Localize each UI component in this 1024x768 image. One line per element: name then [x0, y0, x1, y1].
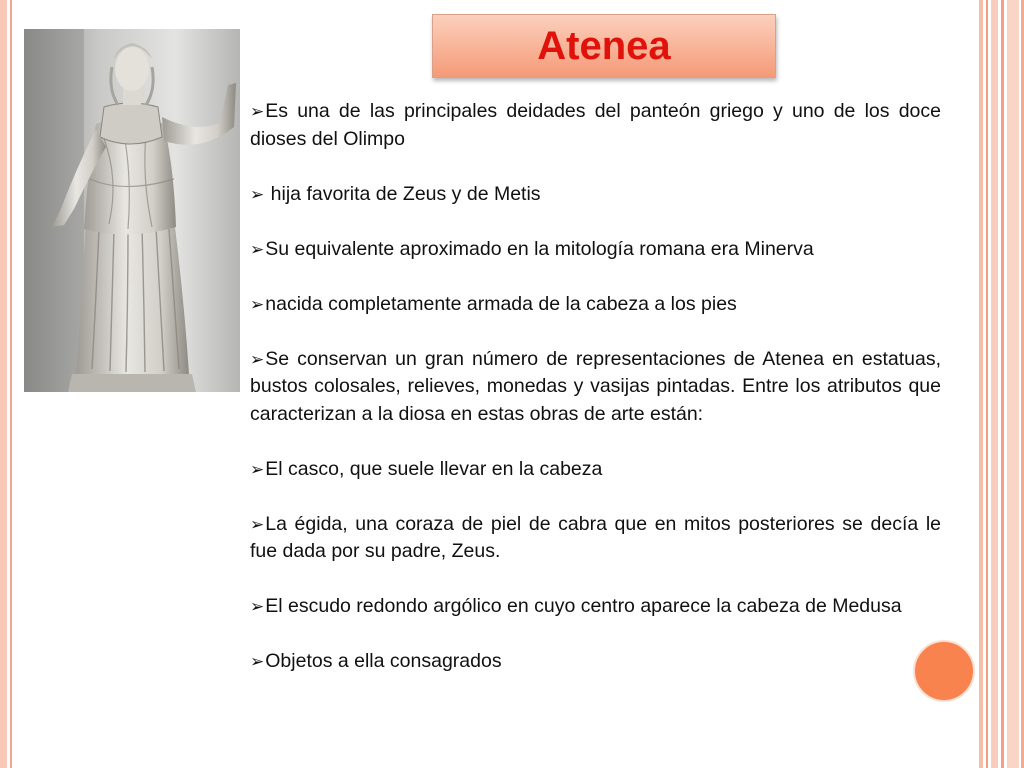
- arrow-bullet-icon: ➢: [250, 184, 265, 204]
- bullet-list: [250, 98, 941, 703]
- bullet-text: hija favorita de Zeus y de Metis: [265, 182, 541, 205]
- bullet-text: La égida, una coraza de piel de cabra que en mitos posteriores se decía le fue dada por su padre, Zeus.: [250, 512, 941, 562]
- bullet-item: [250, 593, 941, 621]
- slide-title: Atenea: [537, 23, 671, 68]
- bullet-text: Se conservan un gran número de representaciones de Atenea en estatuas, bustos colosales, relieves, monedas y vasijas pintadas. Entre los atributos que caracterizan a la diosa en estas obras de arte están:: [250, 347, 941, 425]
- right-decorative-stripe: [1007, 0, 1019, 768]
- title-box: [432, 14, 776, 78]
- bullet-item: [250, 648, 941, 676]
- bullet-item: [250, 511, 941, 566]
- bullet-item: [250, 236, 941, 264]
- bullet-text: Es una de las principales deidades del panteón griego y uno de los doce dioses del Olimpo: [250, 100, 941, 150]
- arrow-bullet-icon: ➢: [250, 652, 265, 671]
- bullet-item: [250, 456, 941, 484]
- left-decorative-line: [10, 0, 12, 768]
- right-decorative-stripe: [986, 0, 988, 768]
- bullet-item: [250, 346, 941, 429]
- left-decorative-stripe: [0, 0, 7, 768]
- arrow-bullet-icon: ➢: [250, 349, 265, 369]
- right-decorative-stripe: [991, 0, 998, 768]
- arrow-bullet-icon: ➢: [250, 514, 265, 534]
- bullet-text: El escudo redondo argólico en cuyo centro aparece la cabeza de Medusa: [265, 595, 902, 617]
- arrow-bullet-icon: ➢: [250, 459, 265, 479]
- bullet-text: Su equivalente aproximado en la mitología romana era Minerva: [265, 237, 814, 260]
- bullet-text: nacida completamente armada de la cabeza a los pies: [265, 292, 737, 315]
- arrow-bullet-icon: ➢: [250, 102, 265, 121]
- bullet-item: [250, 98, 941, 153]
- decorative-circle: [913, 640, 975, 702]
- arrow-bullet-icon: ➢: [250, 239, 265, 259]
- right-decorative-stripe: [979, 0, 983, 768]
- bullet-text: Objetos a ella consagrados: [265, 650, 502, 672]
- arrow-bullet-icon: ➢: [250, 597, 265, 616]
- right-decorative-stripe: [1001, 0, 1004, 768]
- arrow-bullet-icon: ➢: [250, 294, 265, 314]
- statue-image: [24, 29, 240, 392]
- bullet-item: [250, 291, 941, 319]
- bullet-text: El casco, que suele llevar en la cabeza: [265, 457, 603, 480]
- bullet-item: [250, 181, 941, 209]
